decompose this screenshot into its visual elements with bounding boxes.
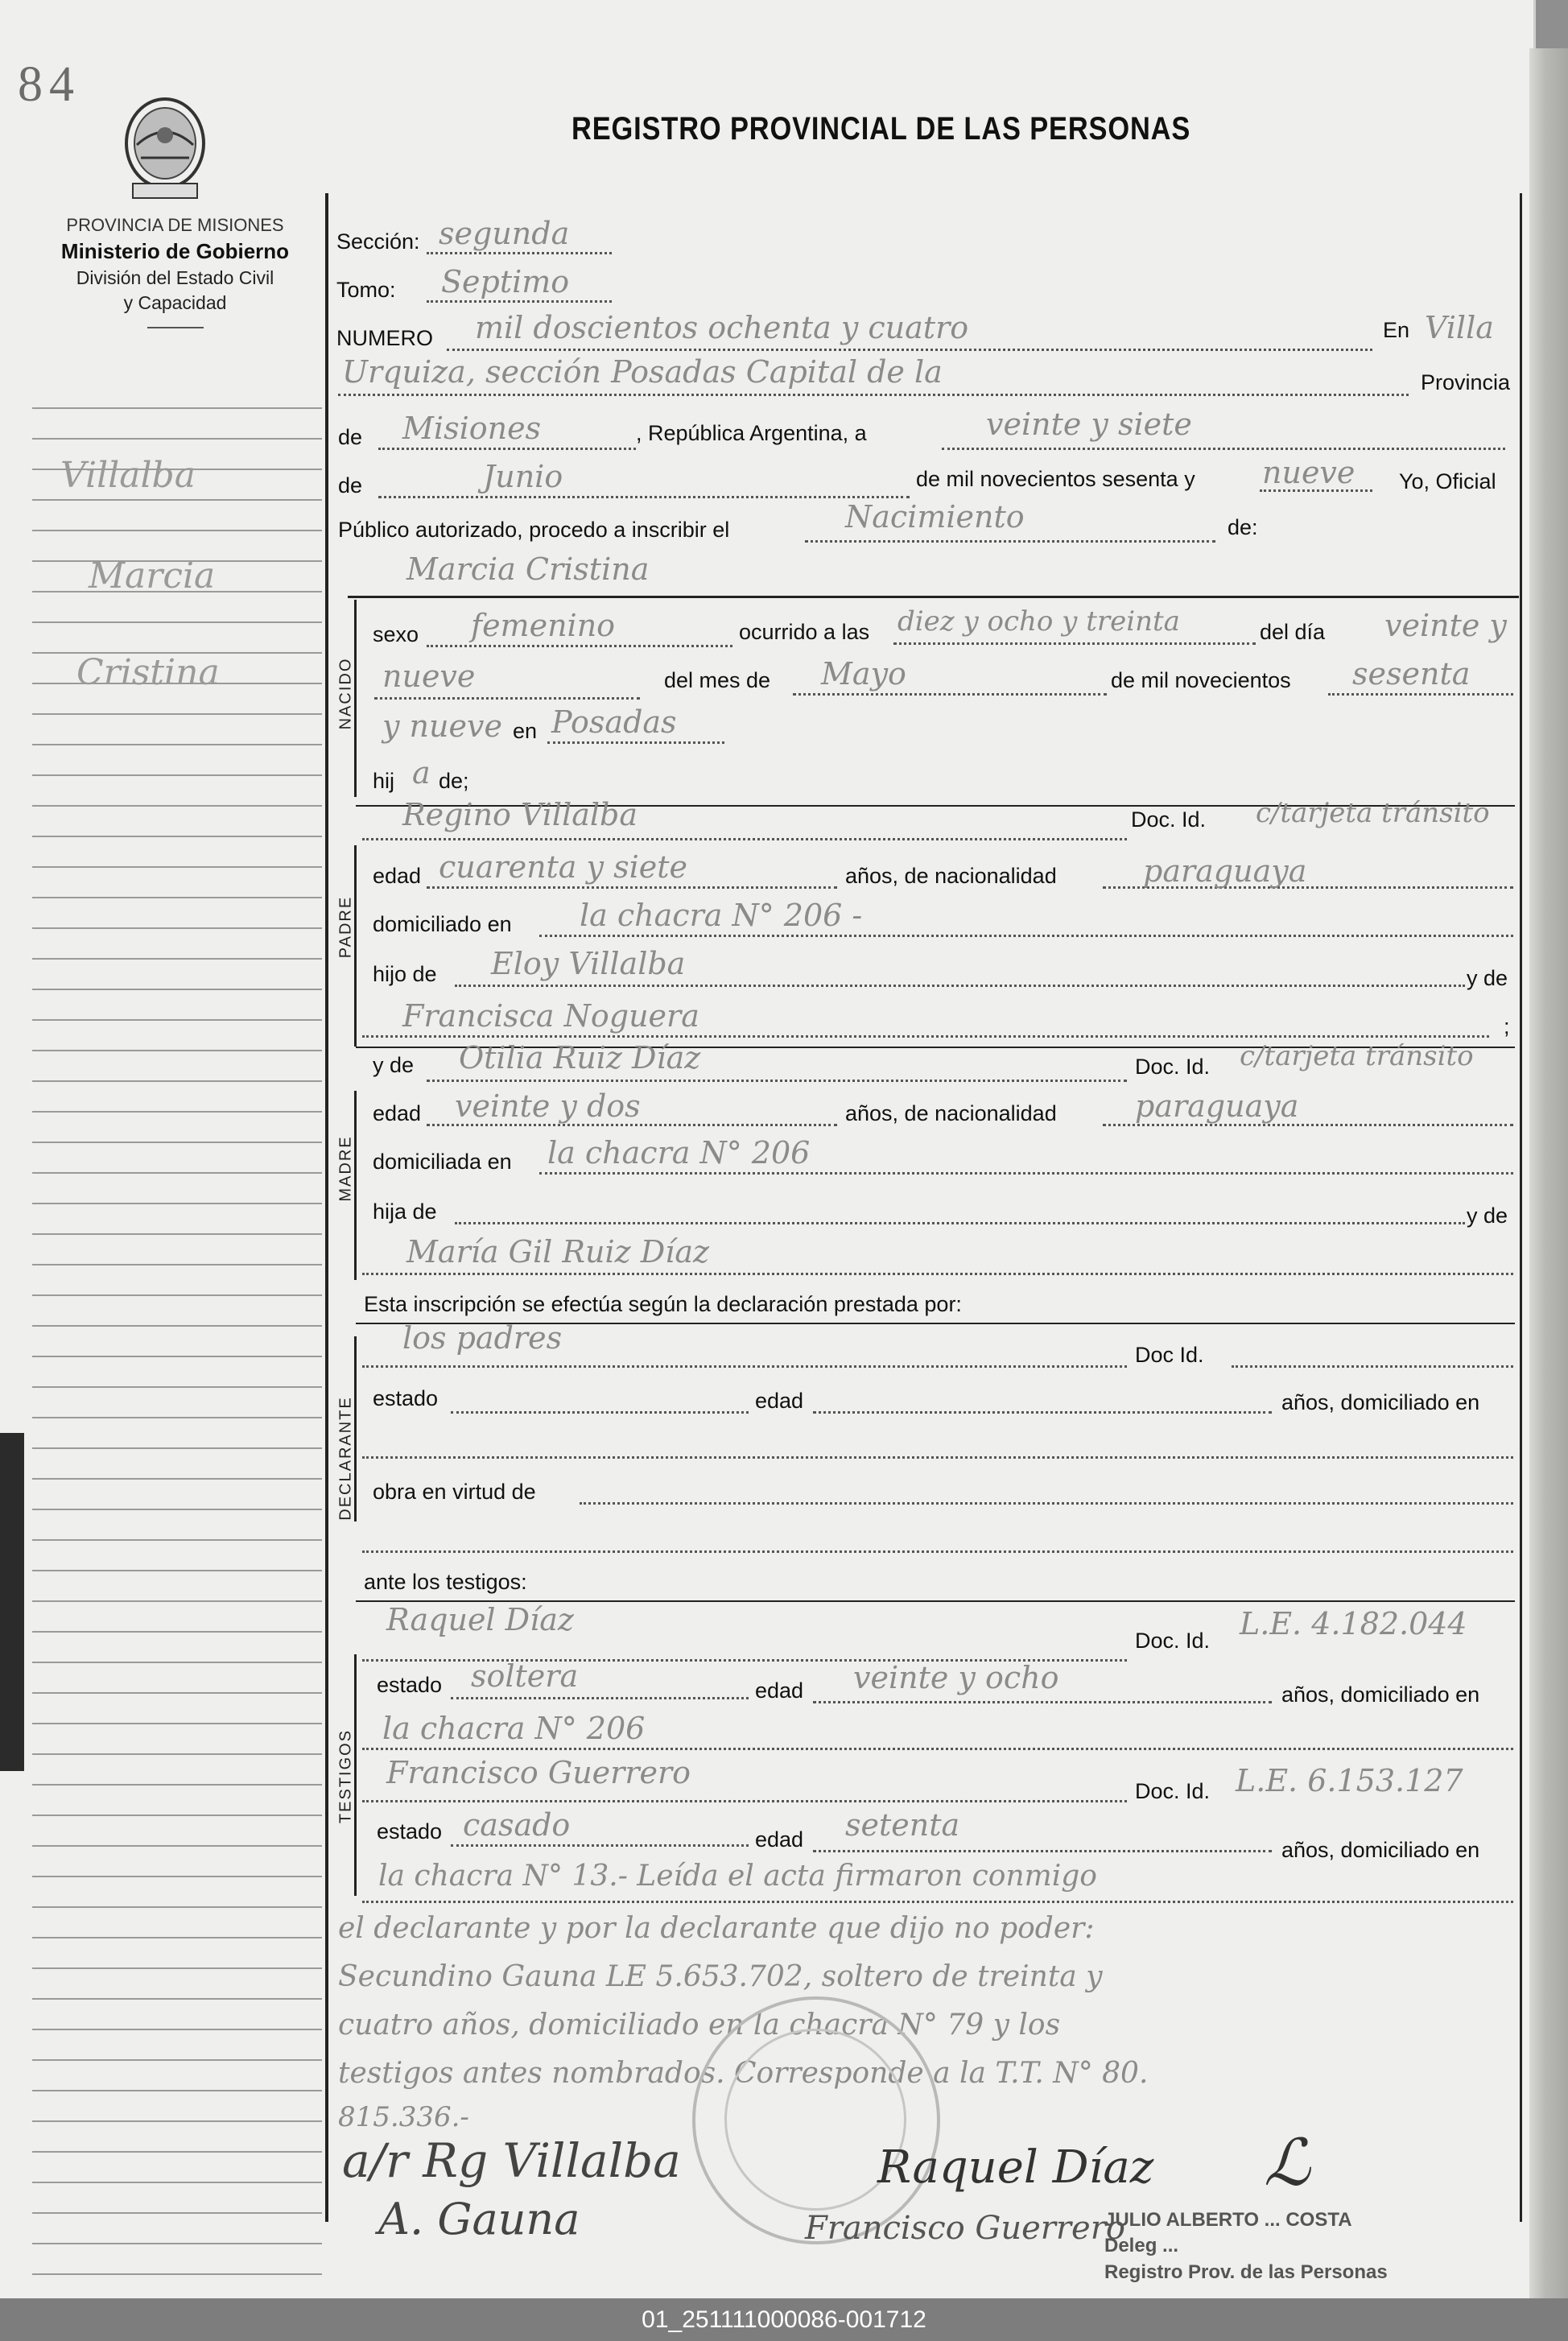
label-publico: Público autorizado, procedo a inscribir el bbox=[338, 518, 730, 542]
page-title: REGISTRO PROVINCIAL DE LAS PERSONAS bbox=[571, 111, 1191, 147]
hw-hij-suffix: a bbox=[412, 755, 431, 791]
dots-mes-nac bbox=[793, 692, 1107, 696]
hw-nota5: 815.336.- bbox=[338, 2101, 469, 2133]
label-madre-edad: edad bbox=[373, 1101, 422, 1125]
hw-numero: mil doscientos ochenta y cuatro bbox=[475, 310, 969, 345]
hw-lugar: Urquiza, sección Posadas Capital de la bbox=[342, 354, 943, 390]
hw-anio-nac2: y nueve bbox=[382, 708, 502, 744]
margin-firstname: Marcia bbox=[89, 555, 216, 597]
testigos-bracket bbox=[354, 1654, 357, 1896]
label-provincia: Provincia bbox=[1421, 370, 1511, 394]
signature-padre: a/r Rg Villalba bbox=[342, 2133, 681, 2188]
official-role: Deleg ... bbox=[1104, 2235, 1179, 2257]
label-numero: NUMERO bbox=[336, 326, 433, 350]
hw-dia-nac2: nueve bbox=[382, 659, 476, 694]
hw-padre-hijo-de: Eloy Villalba bbox=[491, 946, 686, 981]
hw-madre-nac: paraguaya bbox=[1135, 1088, 1299, 1124]
hw-nombre: Marcia Cristina bbox=[406, 551, 650, 587]
label-yo-oficial: Yo, Oficial bbox=[1399, 469, 1496, 493]
hw-hora: diez y ocho y treinta bbox=[897, 605, 1180, 638]
org-capacity: y Capacidad bbox=[123, 291, 227, 313]
signature-testigo2: Francisco Guerrero bbox=[805, 2210, 1125, 2247]
side-madre: MADRE bbox=[336, 1135, 355, 1202]
hw-testigo1-edad: veinte y ocho bbox=[853, 1660, 1059, 1695]
official-stamp-text bbox=[1104, 2207, 1388, 2285]
org-ministry: Ministerio de Gobierno bbox=[60, 238, 290, 263]
label-de-colon: de: bbox=[1228, 515, 1258, 539]
madre-bracket bbox=[354, 1091, 357, 1280]
dots-tipo bbox=[805, 539, 1215, 543]
dots-declarante-dom bbox=[362, 1455, 1513, 1459]
side-testigos: TESTIGOS bbox=[336, 1728, 355, 1824]
hw-testigo2-dom: la chacra N° 13.- Leída el acta firmaron conmigo bbox=[378, 1860, 1097, 1893]
margin-middlename: Cristina bbox=[76, 652, 220, 693]
label-semicolon: ; bbox=[1504, 1014, 1510, 1038]
label-madre-y-de: y de bbox=[373, 1053, 415, 1077]
dots-hora bbox=[893, 642, 1256, 645]
label-padre-doc: Doc. Id. bbox=[1131, 807, 1207, 832]
label-testigo2-anos: años, domiciliado en bbox=[1281, 1838, 1480, 1862]
dots-testigo2 bbox=[362, 1799, 1127, 1802]
dots-testigo2-estado bbox=[451, 1843, 749, 1847]
dots-anio-nac bbox=[1328, 692, 1513, 696]
hw-mes-nac: Mayo bbox=[821, 656, 906, 692]
label-inscripcion: Esta inscripción se efectúa según la declaración prestada por: bbox=[364, 1292, 962, 1316]
label-de-semicolon: de; bbox=[439, 769, 469, 793]
label-declarante-estado: estado bbox=[373, 1386, 439, 1410]
dots-seccion bbox=[427, 251, 612, 254]
label-testigo2-doc: Doc. Id. bbox=[1135, 1779, 1211, 1803]
hw-testigo1-estado: soltera bbox=[471, 1658, 579, 1694]
label-padre-edad: edad bbox=[373, 864, 422, 888]
label-obra: obra en virtud de bbox=[373, 1480, 536, 1504]
org-division: División del Estado Civil bbox=[76, 266, 274, 288]
provincial-crest-icon bbox=[121, 95, 209, 204]
side-padre: PADRE bbox=[336, 895, 355, 959]
label-padre-domicilio: domiciliado en bbox=[373, 912, 512, 936]
dots-padre-edad bbox=[427, 886, 837, 889]
hw-madre-nombre: Otilia Ruiz Díaz bbox=[459, 1040, 701, 1076]
hw-nota3: cuatro años, domiciliado en la chacra N° 79 y los bbox=[338, 2009, 1061, 2042]
hw-lugar-nac: Posadas bbox=[551, 704, 677, 740]
label-madre-hija-de: hija de bbox=[373, 1199, 437, 1224]
signature-testigo1: Raquel Díaz bbox=[877, 2141, 1154, 2194]
label-en-lugar: en bbox=[513, 719, 538, 743]
hw-testigo1-dom: la chacra N° 206 bbox=[382, 1711, 646, 1746]
label-tomo: Tomo: bbox=[336, 278, 396, 302]
label-de-provincia: de bbox=[338, 425, 363, 449]
dots-madre-padres bbox=[362, 1272, 1513, 1275]
hw-sexo: femenino bbox=[471, 608, 616, 643]
label-ante-testigos: ante los testigos: bbox=[364, 1570, 527, 1594]
dots-tomo bbox=[427, 299, 612, 303]
dots-testigo1-dom bbox=[362, 1747, 1513, 1750]
hw-tipo: Nacimiento bbox=[845, 499, 1025, 535]
label-del-mes: del mes de bbox=[664, 668, 771, 692]
hw-padre-doc: c/tarjeta tránsito bbox=[1256, 797, 1490, 829]
hw-anio: nueve bbox=[1262, 455, 1355, 490]
hw-mes: Junio bbox=[483, 459, 563, 494]
padre-bracket bbox=[354, 845, 357, 1047]
hw-tomo: Septimo bbox=[441, 264, 570, 299]
label-declarante-doc: Doc Id. bbox=[1135, 1343, 1204, 1367]
label-padre-y-de: y de bbox=[1467, 966, 1508, 990]
dots-sexo bbox=[427, 644, 732, 647]
dots-testigo2-dom bbox=[362, 1900, 1513, 1903]
hw-madre-padres: María Gil Ruiz Díaz bbox=[406, 1234, 709, 1270]
label-testigo1-estado: estado bbox=[377, 1673, 443, 1697]
signature-gauna: A. Gauna bbox=[378, 2194, 580, 2244]
label-testigo2-estado: estado bbox=[377, 1819, 443, 1843]
hw-padre-nac: paraguaya bbox=[1143, 853, 1307, 889]
hw-testigo2-estado: casado bbox=[463, 1807, 571, 1843]
dots-dia bbox=[942, 447, 1505, 450]
dots-testigo1-estado bbox=[451, 1696, 749, 1699]
label-padre-hijo-de: hijo de bbox=[373, 962, 437, 986]
label-declarante-anos: años, domiciliado en bbox=[1281, 1390, 1480, 1414]
hw-dia: veinte y siete bbox=[986, 407, 1192, 442]
binder-clip bbox=[0, 1433, 24, 1771]
image-footer bbox=[0, 2298, 1568, 2341]
hw-padre-nombre: Regino Villalba bbox=[402, 797, 638, 832]
label-madre-domicilio: domiciliada en bbox=[373, 1150, 512, 1174]
label-testigo2-edad: edad bbox=[755, 1827, 804, 1852]
declarante-bracket bbox=[354, 1336, 357, 1521]
hw-madre-edad: veinte y dos bbox=[455, 1088, 641, 1124]
hw-en: Villa bbox=[1425, 310, 1494, 345]
dots-padre-nombre bbox=[362, 837, 1127, 840]
dots-madre-dom bbox=[539, 1171, 1513, 1175]
dots-declarante-doc bbox=[1232, 1365, 1513, 1368]
dots-declarante-edad bbox=[813, 1410, 1272, 1414]
hw-padre-dom: la chacra N° 206 - bbox=[580, 898, 863, 933]
hw-madre-dom: la chacra N° 206 bbox=[547, 1135, 811, 1170]
main-left-rule bbox=[325, 193, 328, 2222]
org-divider bbox=[147, 327, 204, 328]
label-hij: hij bbox=[373, 769, 395, 793]
hw-nota2: Secundino Gauna LE 5.653.702, soltero de treinta y bbox=[338, 1960, 1103, 1993]
hw-nota1: el declarante y por la declarante que dijo no poder: bbox=[338, 1912, 1095, 1945]
dots-obra2 bbox=[362, 1550, 1513, 1553]
dots-padre-dom bbox=[539, 934, 1513, 937]
file-id: 01_251111000086-001712 bbox=[642, 2306, 926, 2333]
official-name: JULIO ALBERTO ... COSTA bbox=[1104, 2209, 1352, 2231]
margin-surname: Villalba bbox=[60, 455, 196, 496]
margin-ruled-lines bbox=[32, 378, 322, 2190]
hw-madre-doc: c/tarjeta tránsito bbox=[1240, 1040, 1474, 1072]
hw-testigo2-doc: L.E. 6.153.127 bbox=[1236, 1763, 1463, 1798]
label-de-mes: de bbox=[338, 473, 363, 498]
dots-lugar-nac bbox=[547, 741, 724, 744]
hw-nota4: testigos antes nombrados. Corresponde a la T.T. N° 80. bbox=[338, 2057, 1149, 2090]
hw-padre-edad: cuarenta y siete bbox=[439, 849, 687, 885]
page-number: 84 bbox=[18, 57, 80, 112]
side-nacido: NACIDO bbox=[336, 657, 355, 730]
hw-testigo1: Raquel Díaz bbox=[386, 1602, 574, 1637]
dots-lugar bbox=[338, 393, 1409, 396]
hw-declarante: los padres bbox=[402, 1320, 563, 1356]
dots-obra bbox=[580, 1501, 1513, 1505]
label-testigo1-edad: edad bbox=[755, 1678, 804, 1703]
label-del-dia: del día bbox=[1260, 620, 1326, 644]
label-testigo1-doc: Doc. Id. bbox=[1135, 1629, 1211, 1653]
hw-testigo2-edad: setenta bbox=[845, 1807, 960, 1843]
label-madre-y-de2: y de bbox=[1467, 1204, 1508, 1228]
hw-anio-nac: sesenta bbox=[1352, 656, 1471, 692]
dots-provincia bbox=[378, 447, 636, 450]
signature-official-mark: ℒ bbox=[1264, 2125, 1310, 2200]
label-de-mil-novecientos: de mil novecientos bbox=[1111, 668, 1291, 692]
label-declarante-edad: edad bbox=[755, 1389, 804, 1413]
official-office: Registro Prov. de las Personas bbox=[1104, 2260, 1388, 2283]
dots-madre-hija-de bbox=[455, 1221, 1465, 1224]
dots-numero bbox=[447, 348, 1372, 351]
dots-madre-nombre bbox=[427, 1079, 1127, 1082]
hw-padre-madre: Francisca Noguera bbox=[402, 998, 699, 1034]
label-republica: , República Argentina, a bbox=[636, 421, 867, 445]
dots-mes bbox=[378, 495, 910, 498]
hw-seccion: segunda bbox=[439, 216, 570, 251]
dots-declarante bbox=[362, 1365, 1127, 1368]
label-ocurrido: ocurrido a las bbox=[739, 620, 870, 644]
hw-testigo2: Francisco Guerrero bbox=[386, 1755, 691, 1790]
label-testigo1-anos: años, domiciliado en bbox=[1281, 1682, 1480, 1707]
dots-padre-hijo-de bbox=[455, 984, 1465, 987]
dots-testigo2-edad bbox=[813, 1849, 1272, 1852]
main-right-rule bbox=[1520, 193, 1522, 2222]
label-padre-nacionalidad: años, de nacionalidad bbox=[845, 864, 1057, 888]
label-seccion: Sección: bbox=[336, 229, 420, 254]
rule-nombre bbox=[348, 596, 1519, 598]
org-province: PROVINCIA DE MISIONES bbox=[66, 215, 284, 235]
label-madre-doc: Doc. Id. bbox=[1135, 1055, 1211, 1079]
label-mil-novecientos-sesenta: de mil novecientos sesenta y bbox=[916, 467, 1195, 491]
hw-testigo1-doc: L.E. 4.182.044 bbox=[1240, 1606, 1467, 1641]
issuing-organization bbox=[24, 213, 326, 328]
label-sexo: sexo bbox=[373, 622, 419, 646]
dots-declarante-estado bbox=[451, 1410, 749, 1414]
label-en: En bbox=[1383, 318, 1410, 342]
nacido-bracket bbox=[354, 600, 357, 797]
hw-dia-nac: veinte y bbox=[1384, 608, 1507, 643]
hw-provincia: Misiones bbox=[402, 411, 542, 446]
dots-testigo1-edad bbox=[813, 1700, 1272, 1703]
book-binding bbox=[1529, 48, 1568, 2298]
label-madre-nacionalidad: años, de nacionalidad bbox=[845, 1101, 1057, 1125]
side-declarante: DECLARANTE bbox=[336, 1396, 355, 1521]
dots-dia-nac2 bbox=[374, 696, 640, 700]
dots-padre-madre bbox=[362, 1034, 1489, 1038]
